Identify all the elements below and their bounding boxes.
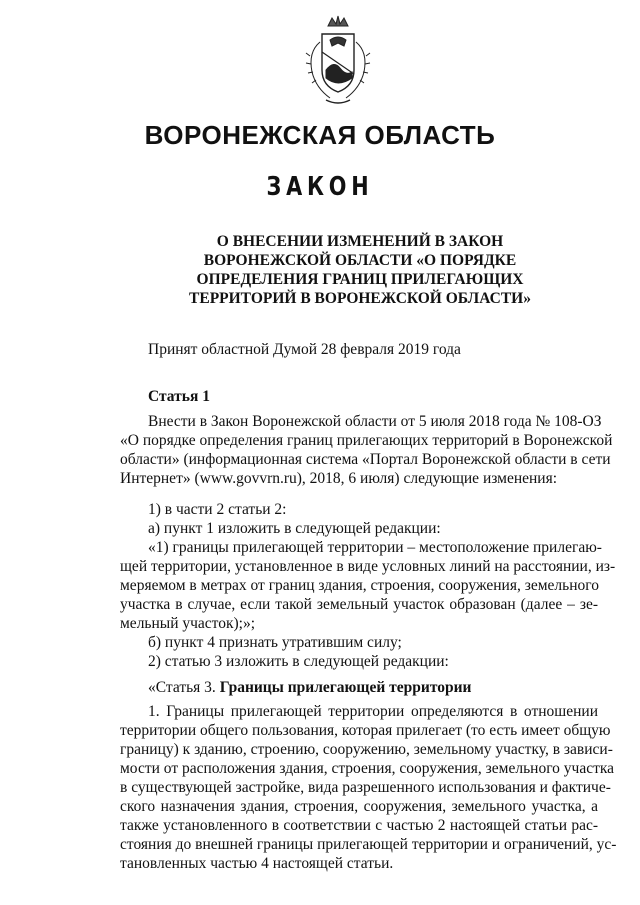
part-1-line: территории общего пользования, которая прилегает (то есть имеет общую xyxy=(120,722,611,739)
amendment-item: меряемом в метрах от границ здания, строения, сооружения, земельного xyxy=(120,577,599,594)
amendment-item: б) пункт 4 признать утратившим силу; xyxy=(148,634,402,651)
quoted-article-title: Границы прилегающей территории xyxy=(219,679,472,696)
law-subject-line: ОПРЕДЕЛЕНИЯ ГРАНИЦ ПРИЛЕГАЮЩИХ xyxy=(196,271,524,288)
amendment-item: участка в случае, если такой земельный участок образован (далее – зе- xyxy=(120,596,598,613)
law-subject-line: О ВНЕСЕНИИ ИЗМЕНЕНИЙ В ЗАКОН xyxy=(216,233,504,250)
amendment-item: 1) в части 2 статьи 2: xyxy=(148,501,287,518)
part-1-line: ского назначения здания, строения, сооружения, земельного участка, а xyxy=(120,798,598,815)
law-subject-line: ТЕРРИТОРИЙ В ВОРОНЕЖСКОЙ ОБЛАСТИ» xyxy=(189,290,531,307)
part-1-line: границу) к зданию, строению, сооружению, земельному участку, в зависи- xyxy=(120,741,613,758)
law-subject-line: ВОРОНЕЖСКОЙ ОБЛАСТИ «О ПОРЯДКЕ xyxy=(203,252,517,269)
document-type: ЗАКОН xyxy=(266,172,374,202)
article-1-intro-line: области» (информационная система «Портал Воронежской области в сети xyxy=(120,451,611,468)
coat-of-arms-icon xyxy=(296,12,380,112)
article-1-intro-line: «О порядке определения границ прилегающих территорий в Воронежской xyxy=(120,432,613,449)
amendment-item: а) пункт 1 изложить в следующей редакции: xyxy=(148,520,441,537)
article-1-intro-line: Внести в Закон Воронежской области от 5 июля 2018 года № 108-ОЗ xyxy=(148,413,602,430)
part-1-line: мости от расположения здания, строения, сооружения, земельного участка xyxy=(120,760,615,777)
part-1-line: в существующей застройке, вида разрешенного использования и фактиче- xyxy=(120,779,611,796)
region-title: ВОРОНЕЖСКАЯ ОБЛАСТЬ xyxy=(144,120,496,150)
article-1-title: Статья 1 xyxy=(148,388,210,405)
adoption-date: Принят областной Думой 28 февраля 2019 года xyxy=(148,341,461,358)
quoted-article-heading xyxy=(148,678,471,697)
quoted-article-prefix: «Статья 3. xyxy=(148,679,220,696)
law-subject xyxy=(120,232,600,308)
part-1-line: тановленных частью 4 настоящей статьи. xyxy=(120,855,394,872)
amendment-item: мельный участок);»; xyxy=(120,615,256,632)
amendment-item: «1) границы прилегающей территории – местоположение прилегаю- xyxy=(148,539,602,556)
part-1-line: стояния до внешней границы прилегающей территории и ограничений, ус- xyxy=(120,836,617,853)
part-1-line: 1. Границы прилегающей территории определяются в отношении xyxy=(148,703,598,720)
amendment-item: 2) статью 3 изложить в следующей редакции: xyxy=(148,653,449,670)
part-1-line: также установленного в соответствии с частью 2 настоящей статьи рас- xyxy=(120,817,598,834)
article-1-intro-line: Интернет» (www.govvrn.ru), 2018, 6 июля) следующие изменения: xyxy=(120,470,558,487)
amendment-item: щей территории, установленное в виде условных линий на расстоянии, из- xyxy=(120,558,616,575)
